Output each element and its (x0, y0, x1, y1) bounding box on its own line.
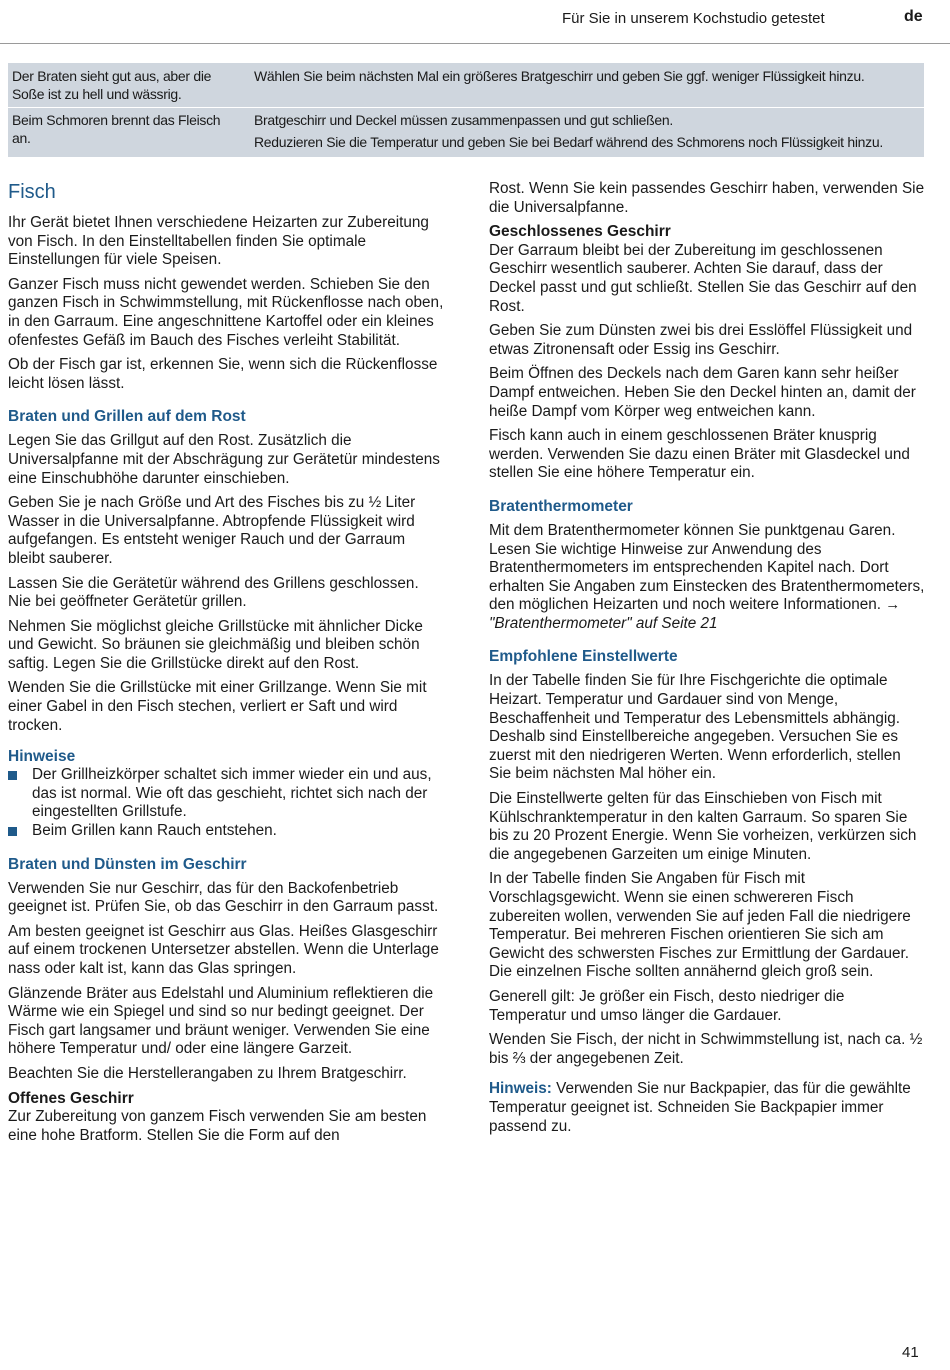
paragraph: In der Tabelle finden Sie Angaben für Fisch mit Vorschlagsgewicht. Wenn sie einen schwereren Fisch zubereiten wollen, verwenden Sie auf jeden Fall die niedrigere Temperatur. Bei mehreren Fischen orientieren Sie sich am Gewicht des schwersten Fisches zur Ermittlung der Gardauer. Die einzelnen Fische sollten annähernd gleich groß sein. (489, 870, 911, 981)
paragraph: Ob der Fisch gar ist, erkennen Sie, wenn sich die Rückenflosse leicht lösen lässt. (8, 356, 438, 392)
paragraph: Generell gilt: Je größer ein Fisch, desto niedriger die Temperatur und umso länger die Gardauer. (489, 987, 845, 1024)
list-item (8, 822, 444, 841)
header-title: Für Sie in unserem Kochstudio getestet (562, 10, 825, 27)
paragraph: Beim Öffnen des Deckels nach dem Garen kann sehr heißer Dampf entweichen. Heben Sie den Deckel hinten an, damit der heiße Dampf vom Körper weg entweichen kann. (489, 365, 916, 420)
subheading: Offenes Geschirr (8, 1089, 134, 1107)
page-header (0, 8, 950, 30)
subsection-title: Braten und Dünsten im Geschirr (8, 855, 247, 873)
paragraph-text: Mit dem Bratenthermometer können Sie punktgenau Garen. Lesen Sie wichtige Hinweise zur Anwendung des Bratenthermometers im entsprechenden Kapitel nach. Dort erhalten Sie Angaben zum Einstecken des Bratenthermometers, den möglichen Heizarten und noch weitere Informationen. (489, 521, 925, 614)
paragraph: Zur Zubereitung von ganzem Fisch verwenden Sie am besten eine hohe Bratform. Stellen Sie die Form auf den (8, 1108, 427, 1144)
paragraph: Legen Sie das Grillgut auf den Rost. Zusätzlich die Universalpfanne mit der Abschrägung zur Gerätetür mindestens eine Einschubhöhe darunter einschieben. (8, 432, 440, 487)
remedy-cell (254, 65, 922, 87)
bullet-square-icon (8, 827, 17, 836)
paragraph: Wenden Sie Fisch, der nicht in Schwimmstellung ist, nach ca. ½ bis ⅔ der angegebenen Zeit. (489, 1031, 923, 1067)
arrow-right-icon: → (885, 596, 901, 614)
notes-title: Hinweise (8, 748, 76, 766)
right-column (489, 180, 925, 1142)
cross-reference-link[interactable]: "Bratenthermometer" auf Seite 21 (489, 614, 718, 632)
notes-list (8, 766, 444, 840)
paragraph: Der Garraum bleibt bei der Zubereitung im geschlossenen Geschirr wesentlich sauberer. Achten Sie darauf, dass der Deckel passt und gut schließt. Stellen Sie das Geschirr auf den Rost. (489, 241, 917, 315)
remedy-line: Reduzieren Sie die Temperatur und geben Sie bei Bedarf während des Schmorens noch Flüssigkeit hinzu. (254, 134, 883, 150)
list-item (8, 766, 444, 822)
header-divider (0, 43, 950, 44)
note-text: Verwenden Sie nur Backpapier, das für die gewählte Temperatur geeignet ist. Schneiden Sie Backpapier immer passend zu. (489, 1080, 911, 1135)
remedy-line: Bratgeschirr und Deckel müssen zusammenpassen und gut schließen. (254, 112, 673, 128)
paragraph: Ganzer Fisch muss nicht gewendet werden. Schieben Sie den ganzen Fisch in Schwimmstellung, mit Rückenflosse nach oben, in den Garraum. Eine angeschnittene Kartoffel oder ein kleines ofenfestes Gefäß im Bauch des Fisches verleiht Stabilität. (8, 275, 444, 349)
paragraph: Beachten Sie die Herstellerangaben zu Ihrem Bratgeschirr. (8, 1064, 407, 1082)
paragraph: Glänzende Bräter aus Edelstahl und Aluminium reflektieren die Wärme wie ein Spiegel und sind so nur bedingt geeignet. Der Fisch gart langsamer und bräunt weniger. Verwenden Sie eine höhere Temperatur und/ oder eine längere Garzeit. (8, 984, 434, 1058)
paragraph: Wenden Sie die Grillstücke mit einer Grillzange. Wenn Sie mit einer Gabel in den Fisch stechen, verliert er Saft und wird trocken. (8, 679, 427, 734)
paragraph: Am besten geeignet ist Geschirr aus Glas. Heißes Glasgeschirr auf einem trockenen Untersetzer abstellen. Wenn die Unterlage nass oder kalt ist, kann das Glas springen. (8, 922, 439, 977)
subsection-title: Empfohlene Einstellwerte (489, 648, 678, 666)
remedy-line: Wählen Sie beim nächsten Mal ein größeres Bratgeschirr und geben Sie ggf. weniger Flüssigkeit hinzu. (254, 68, 865, 84)
paragraph: Fisch kann auch in einem geschlossenen Bräter knusprig werden. Verwenden Sie dazu einen Bräter mit Glasdeckel und stellen Sie eine höhere Temperatur ein. (489, 427, 910, 482)
list-item-text: Beim Grillen kann Rauch entstehen. (32, 822, 277, 840)
note-label: Hinweis: (489, 1080, 552, 1098)
subsection-title: Braten und Grillen auf dem Rost (8, 408, 246, 426)
list-item-text: Der Grillheizkörper schaltet sich immer wieder ein und aus, das ist normal. Wie oft das geschieht, richtet sich nach der eingestellten Grillstufe. (32, 766, 432, 821)
paragraph: Geben Sie je nach Größe und Art des Fisches bis zu ½ Liter Wasser in die Universalpfanne. Abtropfende Flüssigkeit wird aufgefangen. Es entsteht weniger Rauch und der Garraum bleibt sauberer. (8, 494, 416, 567)
language-code: de (904, 8, 923, 25)
paragraph: Rost. Wenn Sie kein passendes Geschirr haben, verwenden Sie die Universalpfanne. (489, 180, 925, 216)
paragraph: Geben Sie zum Dünsten zwei bis drei Esslöffel Flüssigkeit und etwas Zitronensaft oder Essig ins Geschirr. (489, 322, 913, 358)
page-number: 41 (902, 1344, 919, 1361)
subheading: Geschlossenes Geschirr (489, 223, 671, 241)
paragraph: In der Tabelle finden Sie für Ihre Fischgerichte die optimale Heizart. Temperatur und Gardauer sind von Menge, Beschaffenheit und Temperatur des Lebensmittels abhängig. Deshalb sind Einstellbereiche angegeben. Versuchen Sie es zuerst mit den niedrigeren Werten. Wenn erforderlich, stellen Sie beim nächsten Mal höher ein. (489, 672, 901, 783)
left-column (8, 180, 444, 1151)
note-paragraph (489, 1080, 925, 1136)
remedy-cell (254, 109, 922, 153)
problem-cell: Der Braten sieht gut aus, aber die Soße ist zu hell und wässrig. (12, 68, 212, 102)
bullet-square-icon (8, 771, 17, 780)
paragraph (489, 522, 925, 634)
paragraph: Nehmen Sie möglichst gleiche Grillstücke mit ähnlicher Dicke und Gewicht. So bräunen sie gleichmäßig und bleiben schön saftig. Legen Sie die Grillstücke direkt auf den Rost. (8, 617, 423, 672)
problem-cell: Beim Schmoren brennt das Fleisch an. (12, 112, 221, 146)
paragraph: Die Einstellwerte gelten für das Einschieben von Fisch mit Kühlschranktemperatur in den kalten Garraum. So sparen Sie bis zu 20 Prozent Energie. Wenn Sie vorheizen, verkürzen sich die angegebenen Garzeiten um einige Minuten. (489, 790, 917, 863)
subsection-title: Bratenthermometer (489, 497, 633, 515)
paragraph: Lassen Sie die Gerätetür während des Grillens geschlossen. Nie bei geöffneter Gerätetür grillen. (8, 574, 419, 611)
table-row (8, 63, 924, 108)
paragraph: Verwenden Sie nur Geschirr, das für den Backofenbetrieb geeignet ist. Prüfen Sie, ob das Geschirr in den Garraum passt. (8, 879, 439, 916)
paragraph: Ihr Gerät bietet Ihnen verschiedene Heizarten zur Zubereitung von Fisch. In den Einstelltabellen finden Sie optimale Einstellungen für viele Speisen. (8, 214, 429, 269)
section-title: Fisch (8, 181, 56, 203)
troubleshooting-table (8, 63, 924, 157)
table-row (8, 108, 924, 157)
